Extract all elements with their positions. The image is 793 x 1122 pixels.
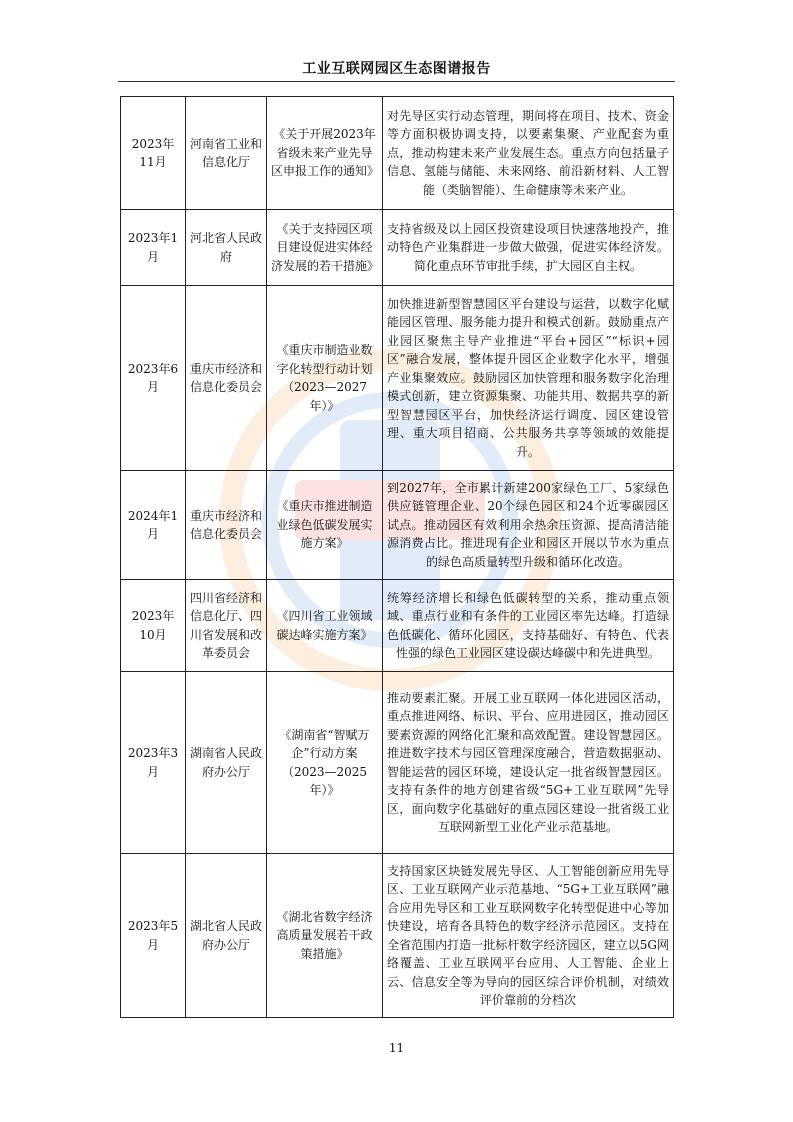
- date-cell: 2023年1月: [121, 210, 186, 286]
- description-cell: 支持国家区块链发展先导区、人工智能创新应用先导区、工业互联网产业示范基地、“5G+工业互联网”融合应用先导区和工业互联网数字化转型促进中心等加快建设，培育各具特色的数字经济示范园区。支持在全省范围内打造一批标杆数字经济园区，建立以5G网络覆盖、工业互联网平台应用、人工智能、企业上云、信息安全等为导向的园区综合评价机制，对绩效评价靠前的分档次: [383, 854, 674, 1018]
- header-divider: [118, 81, 675, 82]
- document-cell: 《四川省工业领域碳达峰实施方案》: [267, 580, 383, 672]
- date-cell: 2023年6月: [121, 286, 186, 471]
- policy-table: [120, 96, 674, 1018]
- table-row: [121, 210, 674, 286]
- description-cell: 对先导区实行动态管理，期间将在项目、技术、资金等方面积极协调支持，以要素集聚、产业配套为重点，推动构建未来产业发展生态。重点方向包括量子信息、氢能与储能、未来网络、前沿新材料、人工智能（类脑智能）、生命健康等未来产业。: [383, 97, 674, 210]
- document-cell: 《关于支持园区项目建设促进实体经济发展的若干措施》: [267, 210, 383, 286]
- document-cell: 《湖南省“智赋万企”行动方案（2023—2025年）》: [267, 672, 383, 854]
- date-cell: 2023年3月: [121, 672, 186, 854]
- department-cell: 重庆市经济和信息化委员会: [186, 471, 267, 580]
- description-cell: 支持省级及以上园区投资建设项目快速落地投产，推动特色产业集群进一步做大做强，促进实体经济发。简化重点环节审批手续，扩大园区自主权。: [383, 210, 674, 286]
- department-cell: 河北省人民政府: [186, 210, 267, 286]
- date-cell: 2023年11月: [121, 97, 186, 210]
- description-cell: 统筹经济增长和绿色低碳转型的关系，推动重点领域、重点行业和有条件的工业园区率先达峰。打造绿色低碳化、循环化园区，支持基础好、有特色、代表性强的绿色工业园区建设碳达峰碳中和先进典型。: [383, 580, 674, 672]
- department-cell: 四川省经济和信息化厅、四川省发展和改革委员会: [186, 580, 267, 672]
- description-cell: 推动要素汇聚。开展工业互联网一体化进园区活动，重点推进网络、标识、平台、应用进园区，推动园区要素资源的网络化汇聚和高效配置。建设智慧园区。推进数字技术与园区管理深度融合，营造数据驱动、智能运营的园区环境，建设认定一批省级智慧园区。支持有条件的地方创建省级“5G+工业互联网”先导区，面向数字化基础好的重点园区建设一批省级工业互联网新型工业化产业示范基地。: [383, 672, 674, 854]
- page-number: 11: [388, 1041, 405, 1055]
- document-cell: 《重庆市制造业数字化转型行动计划（2023—2027年）》: [267, 286, 383, 471]
- table-row: [121, 854, 674, 1018]
- document-cell: 《湖北省数字经济高质量发展若干政策措施》: [267, 854, 383, 1018]
- department-cell: 湖南省人民政府办公厅: [186, 672, 267, 854]
- department-cell: 湖北省人民政府办公厅: [186, 854, 267, 1018]
- department-cell: 重庆市经济和信息化委员会: [186, 286, 267, 471]
- table-row: [121, 286, 674, 471]
- page-header-title: 工业互联网园区生态图谱报告: [302, 61, 491, 77]
- description-cell: 加快推进新型智慧园区平台建设与运营，以数字化赋能园区管理、服务能力提升和模式创新。鼓励重点产业园区聚焦主导产业推进“平台+园区”“标识+园区”融合发展，整体提升园区企业数字化水平，增强产业集聚效应。鼓励园区加快管理和服务数字化治理模式创新，建立资源集聚、功能共用、数据共享的新型智慧园区平台，加快经济运行调度、园区建设管理、重大项目招商、公共服务共享等领域的效能提升。: [383, 286, 674, 471]
- date-cell: 2023年5月: [121, 854, 186, 1018]
- table-row: [121, 580, 674, 672]
- table-row: [121, 97, 674, 210]
- table-row: [121, 471, 674, 580]
- document-cell: 《重庆市推进制造业绿色低碳发展实施方案》: [267, 471, 383, 580]
- description-cell: 到2027年，全市累计新建200家绿色工厂、5家绿色供应链管理企业、20个绿色园区和24个近零碳园区试点。推动园区有效利用余热余压资源、提高清洁能源消费占比。推进现有企业和园区开展以节水为重点的绿色高质量转型升级和循环化改造。: [383, 471, 674, 580]
- date-cell: 2024年1月: [121, 471, 186, 580]
- department-cell: 河南省工业和信息化厅: [186, 97, 267, 210]
- date-cell: 2023年10月: [121, 580, 186, 672]
- document-cell: 《关于开展2023年省级未来产业先导区申报工作的通知》: [267, 97, 383, 210]
- table-row: [121, 672, 674, 854]
